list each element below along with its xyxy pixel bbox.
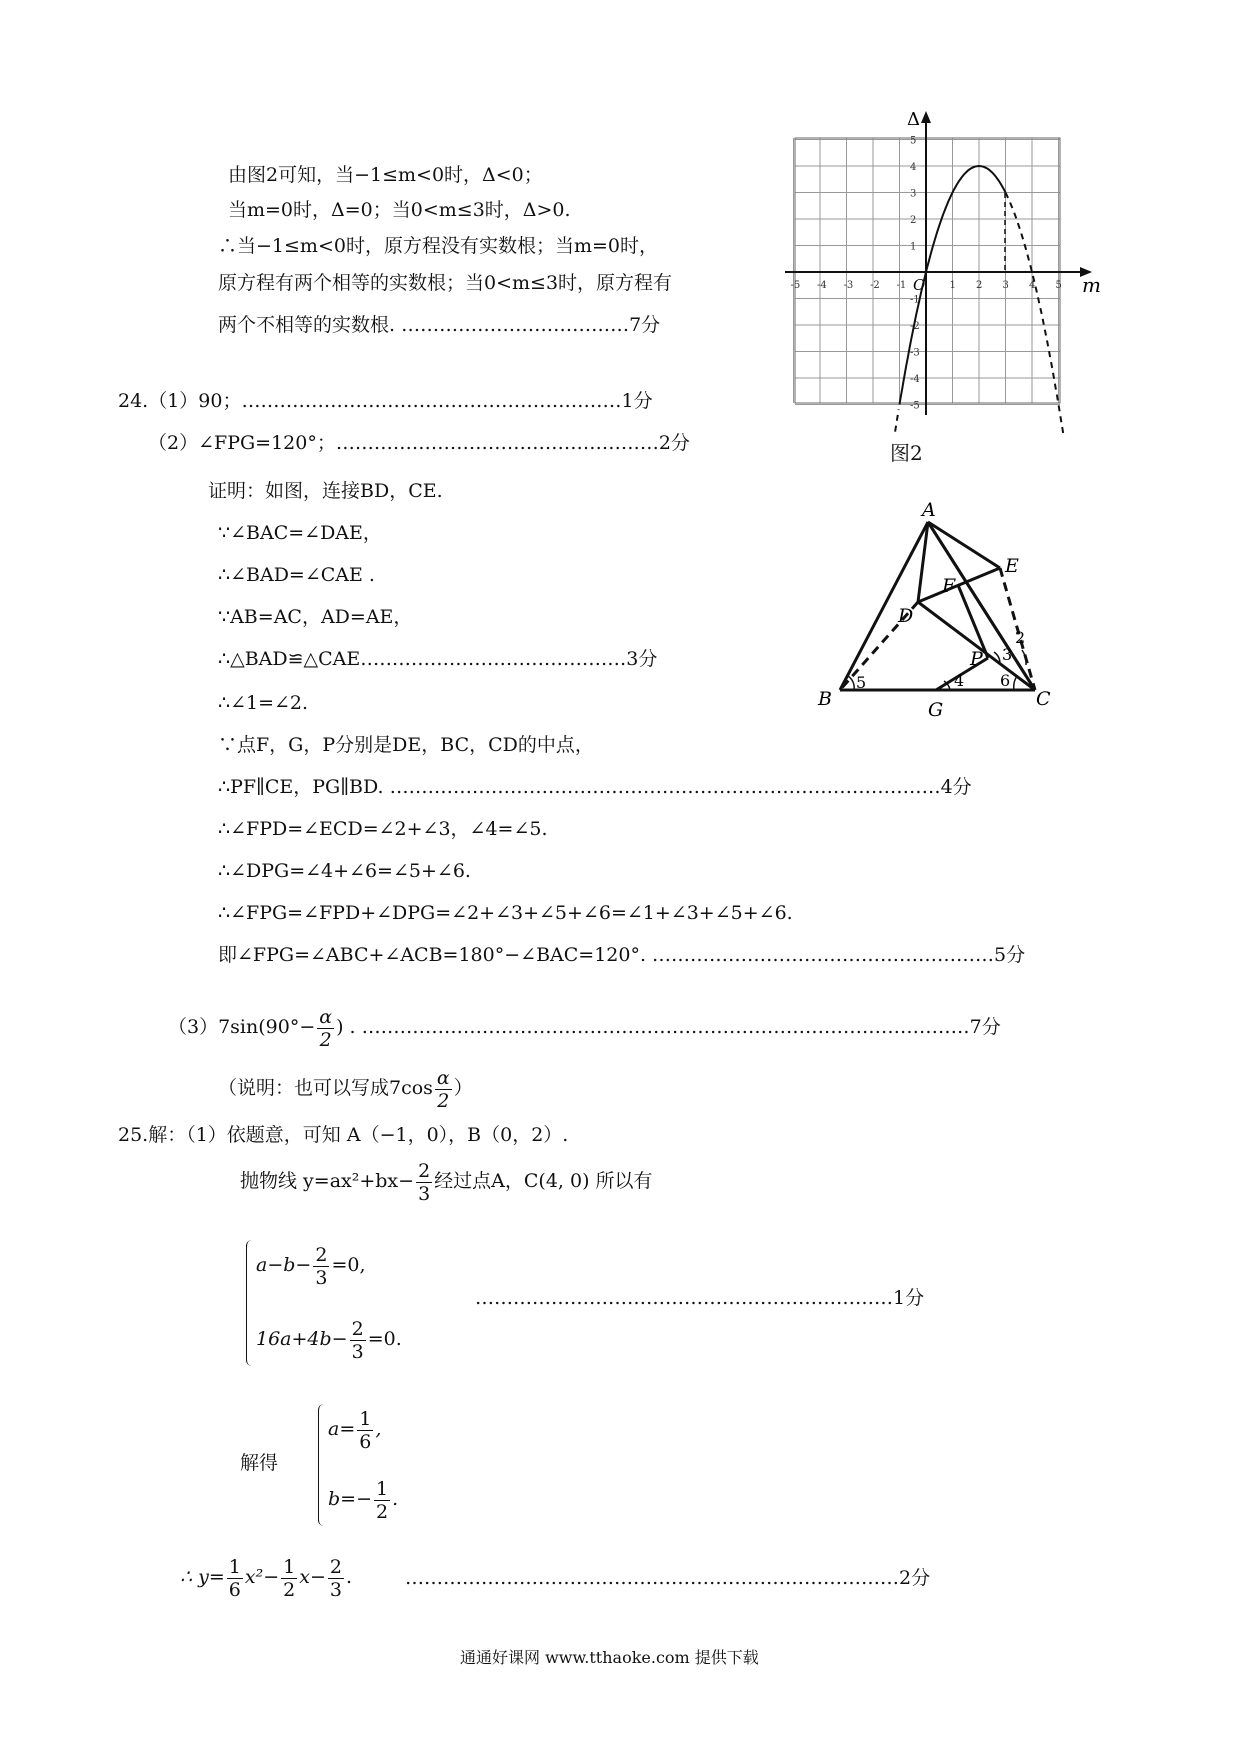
q23-line-3: ∴当−1≤m<0时，原方程没有实数根；当m=0时， (218, 235, 658, 257)
proof-line: ∵点F，G，P分别是DE，BC，CD的中点， (218, 734, 594, 756)
y-tick-label: -3 (910, 347, 920, 359)
y-tick-label: 4 (910, 162, 917, 173)
x-tick-label: -1 (896, 280, 907, 291)
fraction-numerator: 2 (351, 1317, 364, 1340)
footer-credit: 通通好课网 www.tthaoke.com 提供下载 (460, 1648, 759, 1667)
equation-1 (256, 1240, 366, 1290)
x-tick-label: 1 (949, 280, 956, 291)
fraction-denominator: 6 (359, 1430, 372, 1453)
proof-line: ∴∠1=∠2. (218, 692, 309, 714)
proof-line: ∴∠FPG=∠FPD+∠DPG=∠2+∠3+∠5+∠6=∠1+∠3+∠5+∠6. (218, 902, 793, 924)
final-end: . (345, 1566, 353, 1588)
eq2-pre: 16a+4b− (256, 1328, 348, 1350)
y-tick-label: 3 (910, 188, 917, 200)
y-tick-label: 1 (910, 241, 917, 253)
fraction-numerator: α (436, 1066, 450, 1089)
angle-label-4: 4 (954, 671, 965, 690)
q25-line-1: 25.解：（1）依题意，可知 A（−1，0），B（0，2）. (118, 1124, 569, 1146)
point-B: B (818, 688, 832, 710)
proof-line: ∴△BAD≌△CAE……………………………………3分 (218, 648, 658, 670)
axis-y-label: Δ (907, 109, 920, 130)
fraction-numerator: 1 (376, 1477, 389, 1500)
x-tick-label: -4 (817, 280, 827, 291)
point-F: F (942, 575, 956, 597)
sol-a-fraction (357, 1408, 373, 1453)
x-tick-label: -3 (843, 280, 854, 291)
q25-score-1: …………………………………………………………1分 (475, 1287, 925, 1309)
q24-part-3-pre: （3）7sin(90°− (168, 1016, 316, 1038)
fraction-numerator: 1 (228, 1555, 241, 1578)
angle-label-3: 3 (1002, 645, 1013, 664)
q24-part-2: （2）∠FPG=120°；……………………………………………2分 (148, 432, 690, 454)
fraction-denominator: 2 (376, 1500, 389, 1523)
final-frac-2 (281, 1556, 297, 1601)
fraction-denominator: 2 (283, 1578, 296, 1601)
q24-part-3 (168, 1002, 1001, 1052)
sol-b-fraction (374, 1478, 390, 1523)
q24-part-1: 24.（1）90；……………………………………………………1分 (118, 390, 653, 412)
point-G: G (928, 699, 944, 720)
eq2-fraction (350, 1318, 366, 1363)
point-C: C (1036, 688, 1051, 710)
triangle-figure (810, 500, 1070, 720)
q24-note (218, 1063, 473, 1113)
q25-score-2: ……………………………………………………………………2分 (405, 1567, 931, 1589)
eq2-post: =0. (367, 1328, 402, 1350)
x-tick-label: 3 (1002, 280, 1009, 291)
final-x2: x²− (244, 1566, 280, 1588)
final-frac-3 (328, 1556, 344, 1601)
x-tick-label: 5 (1055, 280, 1062, 291)
y-tick-label: -4 (910, 374, 920, 385)
fraction-denominator: 3 (315, 1266, 328, 1289)
q25-line-2-post: 经过点A，C(4, 0) 所以有 (434, 1170, 653, 1192)
q23-line-4: 原方程有两个相等的实数根；当0<m≤3时，原方程有 (218, 272, 673, 294)
eq1-post: =0, (331, 1254, 366, 1276)
proof-line: ∴∠BAD=∠CAE . (218, 564, 375, 586)
note-fraction (435, 1067, 452, 1112)
fraction-denominator: 6 (228, 1578, 241, 1601)
q24-note-pre: （说明：也可以写成7cos (218, 1077, 433, 1099)
proof-line: ∴∠DPG=∠4+∠6=∠5+∠6. (218, 860, 471, 882)
q25-line-2-pre: 抛物线 y=ax²+bx− (240, 1170, 415, 1192)
eq1-fraction (313, 1244, 329, 1289)
y-tick-label: -2 (910, 321, 920, 332)
solution-b (328, 1474, 398, 1524)
figure-2-caption: 图2 (890, 441, 923, 465)
fraction-denominator: 3 (351, 1340, 364, 1363)
fraction-denominator: 3 (418, 1182, 431, 1205)
proof-line: ∴∠FPD=∠ECD=∠2+∠3，∠4=∠5. (218, 818, 548, 840)
alpha-over-2-fraction (317, 1006, 334, 1051)
x-tick-label: -5 (790, 280, 801, 291)
fraction-numerator: 1 (283, 1555, 296, 1578)
y-tick-label: -1 (910, 294, 920, 306)
proof-line: ∵∠BAC=∠DAE， (218, 522, 382, 544)
eq1-pre: a−b− (256, 1254, 312, 1276)
equation-2 (256, 1314, 402, 1364)
proof-line: 即∠FPG=∠ABC+∠ACB=180°−∠BAC=120°. ………………………………………………5分 (218, 944, 1026, 966)
x-tick-label: 4 (1029, 280, 1036, 291)
q24-part-3-post: ) . ……………………………………………………………………………………7分 (336, 1016, 1001, 1038)
y-tick-label: 2 (910, 215, 917, 226)
y-tick-label: 5 (910, 135, 917, 147)
q25-line-2 (240, 1156, 653, 1206)
solve-label: 解得 (240, 1452, 279, 1474)
origin-label: O (913, 276, 926, 294)
x-tick-label: 2 (976, 280, 983, 291)
proof-line: ∴PF∥CE，PG∥BD. ……………………………………………………………………………4分 (218, 776, 972, 798)
sol-b-post: . (392, 1488, 399, 1510)
angle-label-5: 5 (856, 673, 867, 692)
two-thirds-fraction (416, 1160, 432, 1205)
fraction-numerator: 2 (418, 1159, 431, 1182)
point-P: P (970, 648, 983, 670)
q24-note-post: ） (453, 1077, 473, 1099)
fraction-numerator: 1 (359, 1407, 372, 1430)
figure-2-graph (770, 105, 1110, 435)
fraction-denominator: 2 (437, 1089, 450, 1112)
angle-label-6: 6 (1000, 671, 1011, 690)
final-pre: ∴ y= (180, 1566, 225, 1588)
sol-b-pre: b=− (328, 1488, 373, 1510)
x-tick-label: -2 (870, 280, 880, 291)
point-D: D (898, 605, 914, 627)
solution-a (328, 1404, 381, 1454)
fraction-denominator: 3 (329, 1578, 342, 1601)
proof-line: ∵AB=AC，AD=AE， (218, 606, 413, 628)
angle-label-2: 2 (1015, 628, 1026, 647)
final-frac-1 (227, 1556, 243, 1601)
fraction-numerator: α (319, 1005, 333, 1028)
final-x: x− (299, 1566, 326, 1588)
point-A: A (922, 500, 936, 521)
fraction-numerator: 2 (315, 1243, 328, 1266)
q23-line-5: 两个不相等的实数根. ………………………………7分 (218, 314, 661, 336)
point-E: E (1005, 555, 1019, 577)
fraction-numerator: 2 (329, 1555, 342, 1578)
axis-x-label: m (1082, 273, 1101, 297)
proof-line: 证明：如图，连接BD，CE. (208, 480, 443, 502)
q23-line-2: 当m=0时，Δ=0；当0<m≤3时，Δ>0. (228, 199, 571, 221)
sol-a-pre: a= (328, 1418, 356, 1440)
sol-a-post: , (375, 1418, 382, 1440)
fraction-denominator: 2 (319, 1028, 332, 1051)
y-tick-label: -5 (910, 400, 920, 412)
final-equation (180, 1552, 352, 1602)
q23-line-1: 由图2可知，当−1≤m<0时，Δ<0； (228, 164, 543, 186)
